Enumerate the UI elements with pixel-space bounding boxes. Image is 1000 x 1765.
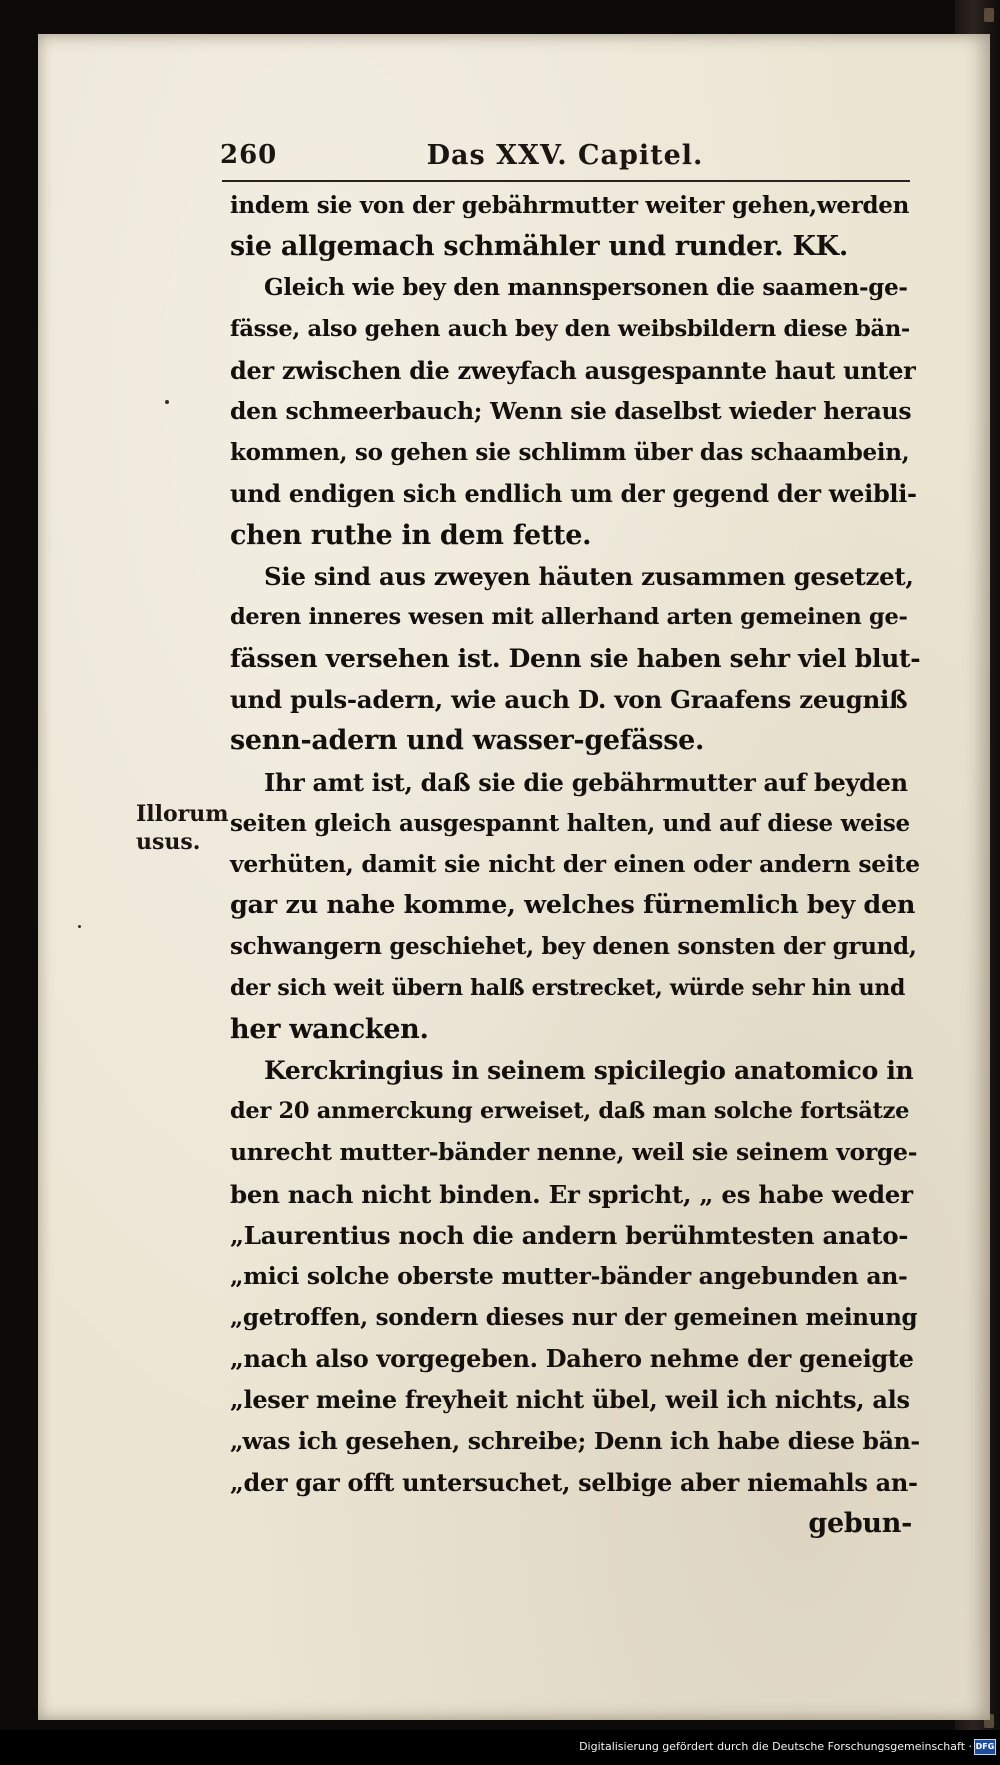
text-line: verhüten, damit sie nicht der einen oder andern seite	[230, 850, 920, 878]
margin-note-line: Illorum	[136, 801, 229, 827]
text-line: seiten gleich ausgespannt halten, und auf diese weise	[230, 809, 910, 837]
text-line: Kerckringius in seinem spicilegio anatomico in	[264, 1055, 914, 1085]
text-line: ben nach nicht binden. Er spricht, „ es habe weder	[230, 1179, 913, 1209]
edge-mark	[984, 8, 994, 22]
paper-speck	[78, 925, 81, 928]
text-line: „Laurentius noch die andern berühmtesten anato-	[230, 1220, 909, 1250]
text-line: der sich weit übern halß erstrecket, würde sehr hin und	[230, 974, 906, 1001]
text-line: der zwischen die zweyfach ausgespannte haut unter	[230, 355, 916, 385]
text-line: kommen, so gehen sie schlimm über das schaambein,	[230, 439, 910, 467]
text-line: indem sie von der gebährmutter weiter gehen,werden	[230, 192, 910, 219]
catchword: gebun-	[808, 1508, 912, 1539]
page-header	[220, 140, 910, 176]
header-rule	[222, 180, 910, 182]
text-line: „mici solche oberste mutter-bänder angebunden an-	[230, 1261, 908, 1290]
text-line: „nach also vorgegeben. Dahero nehme der geneigte	[230, 1344, 914, 1374]
text-line: her wancken.	[230, 1013, 429, 1045]
margin-note	[136, 800, 229, 856]
paper-speck	[165, 400, 169, 404]
text-line: gar zu nahe komme, welches fürnemlich bey den	[230, 890, 916, 921]
text-line: „was ich gesehen, schreibe; Denn ich habe diese bän-	[230, 1426, 920, 1455]
text-line: fässe, also gehen auch bey den weibsbildern diese bän-	[230, 315, 910, 342]
running-title: Das XXV. Capitel.	[426, 140, 704, 171]
text-line: senn-adern und wasser-gefässe.	[230, 725, 705, 757]
text-line: Gleich wie bey den mannspersonen die saamen-ge-	[264, 274, 908, 302]
text-line: schwangern geschiehet, bey denen sonsten der grund,	[230, 933, 917, 961]
text-line: Ihr amt ist, daß sie die gebährmutter auf beyden	[264, 767, 908, 797]
text-line: unrecht mutter-bänder nenne, weil sie seinem vorge-	[230, 1138, 918, 1167]
text-line: fässen versehen ist. Denn sie haben sehr viel blut-	[230, 644, 921, 674]
text-line: den schmeerbauch; Wenn sie daselbst wieder heraus	[230, 396, 912, 425]
text-line: chen ruthe in dem fette.	[230, 519, 592, 551]
text-line: und puls-adern, wie auch D. von Graafens zeugniß	[230, 685, 908, 715]
text-line: deren inneres wesen mit allerhand arten gemeinen ge-	[230, 603, 908, 630]
page-number: 260	[220, 140, 278, 170]
text-line: der 20 anmerckung erweiset, daß man solche fortsätze	[230, 1098, 910, 1125]
text-line: sie allgemach schmähler und runder. KK.	[230, 231, 848, 263]
text-line: „der gar offt untersuchet, selbige aber niemahls an-	[230, 1467, 918, 1497]
body-text	[230, 185, 920, 1544]
dfg-logo: DFG	[974, 1739, 996, 1755]
footer-credit: Digitalisierung gefördert durch die Deutsche Forschungsgemeinschaft ·	[579, 1740, 972, 1753]
text-line: Sie sind aus zweyen häuten zusammen gesetzet,	[264, 561, 914, 591]
text-line: „leser meine freyheit nicht übel, weil ich nichts, als	[230, 1385, 910, 1415]
footer-bar	[0, 1730, 1000, 1765]
text-line: „getroffen, sondern dieses nur der gemeinen meinung	[230, 1304, 918, 1332]
text-line: und endigen sich endlich um der gegend der weibli-	[230, 479, 917, 509]
margin-note-line: usus.	[136, 829, 201, 855]
